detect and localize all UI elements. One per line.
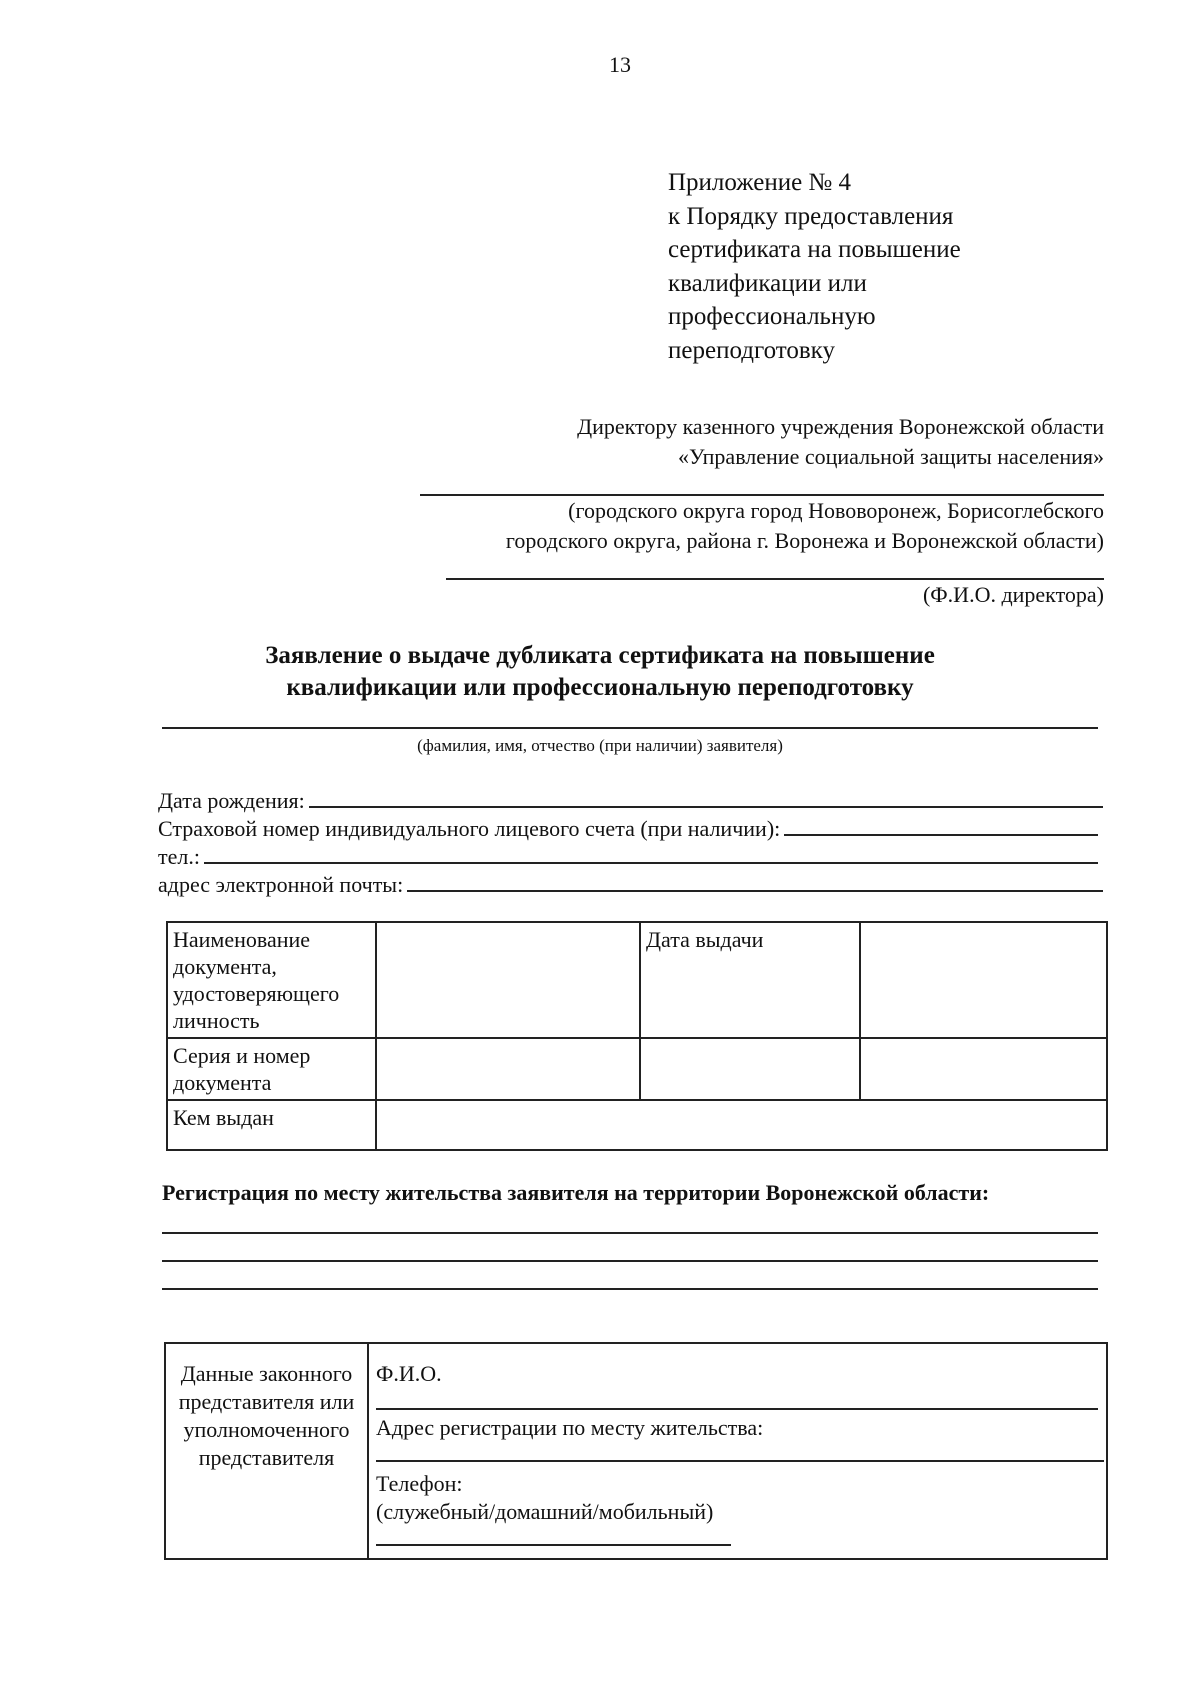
registration-line[interactable] xyxy=(162,1260,1098,1262)
identity-document-table xyxy=(166,921,1108,1151)
page-number: 13 xyxy=(609,52,631,77)
birth-date-label: Дата рождения: xyxy=(158,788,305,813)
rep-phone-types: (служебный/домашний/мобильный) xyxy=(376,1499,714,1524)
appendix-line: сертификата на повышение xyxy=(668,236,961,263)
issued-by-label: Кем выдан xyxy=(167,1100,376,1150)
registration-heading: Регистрация по месту жительства заявителя на территории Воронежской области: xyxy=(162,1180,990,1205)
series-number-extra-1[interactable] xyxy=(640,1038,860,1100)
rep-fio-label: Ф.И.О. xyxy=(376,1361,442,1386)
issue-date-label: Дата выдачи xyxy=(640,922,860,1038)
phone-label: тел.: xyxy=(158,844,200,869)
rep-phone-label: Телефон: xyxy=(376,1471,463,1496)
director-caption: (Ф.И.О. директора) xyxy=(922,582,1104,607)
document-title-line-2: квалификации или профессиональную переподготовку xyxy=(286,674,914,701)
issued-by-value[interactable] xyxy=(376,1100,1107,1150)
applicant-name-line[interactable] xyxy=(162,727,1098,729)
representative-details xyxy=(368,1343,1107,1559)
applicant-fields xyxy=(158,788,1103,908)
addressee-line-1: Директору казенного учреждения Воронежской области xyxy=(577,414,1104,439)
appendix-line: переподготовку xyxy=(668,336,835,364)
document-title-line-1: Заявление о выдаче дубликата сертификата на повышение xyxy=(265,642,935,669)
issue-date-value[interactable] xyxy=(860,922,1107,1038)
registration-line[interactable] xyxy=(162,1232,1098,1234)
appendix-line: Приложение № 4 xyxy=(668,169,852,196)
registration-line[interactable] xyxy=(162,1288,1098,1290)
snils-label: Страховой номер индивидуального лицевого счета (при наличии): xyxy=(158,816,781,841)
email-label: адрес электронной почты: xyxy=(158,872,404,897)
rep-phone-field[interactable] xyxy=(376,1544,731,1546)
snils-field[interactable] xyxy=(784,834,1098,836)
series-number-value[interactable] xyxy=(376,1038,640,1100)
addressee-line-2: «Управление социальной защиты населения» xyxy=(678,444,1104,469)
appendix-line: квалификации или xyxy=(668,269,867,297)
series-number-label: Серия и номер документа xyxy=(167,1038,376,1100)
email-field[interactable] xyxy=(407,890,1103,892)
doc-name-label: Наименование документа, удостоверяющего личность xyxy=(167,922,376,1038)
appendix-heading xyxy=(668,166,961,367)
appendix-line: к Порядку предоставления xyxy=(668,202,954,230)
district-caption-1: (городского округа город Нововоронеж, Борисоглебского xyxy=(568,498,1104,523)
phone-field[interactable] xyxy=(204,862,1098,864)
series-number-extra-2[interactable] xyxy=(860,1038,1107,1100)
applicant-caption: (фамилия, имя, отчество (при наличии) заявителя) xyxy=(417,736,783,755)
representative-label: Данные законного представителя или уполномоченного представителя xyxy=(165,1343,368,1559)
appendix-line: профессиональную xyxy=(668,303,876,330)
rep-fio-field[interactable] xyxy=(376,1408,1098,1410)
birth-date-field[interactable] xyxy=(309,806,1103,808)
rep-address-field[interactable] xyxy=(376,1460,1104,1462)
doc-name-value[interactable] xyxy=(376,922,640,1038)
district-caption-2: городского округа, района г. Воронежа и Воронежской области) xyxy=(505,528,1104,553)
representative-table xyxy=(164,1342,1108,1560)
rep-address-label: Адрес регистрации по месту жительства: xyxy=(376,1415,764,1440)
